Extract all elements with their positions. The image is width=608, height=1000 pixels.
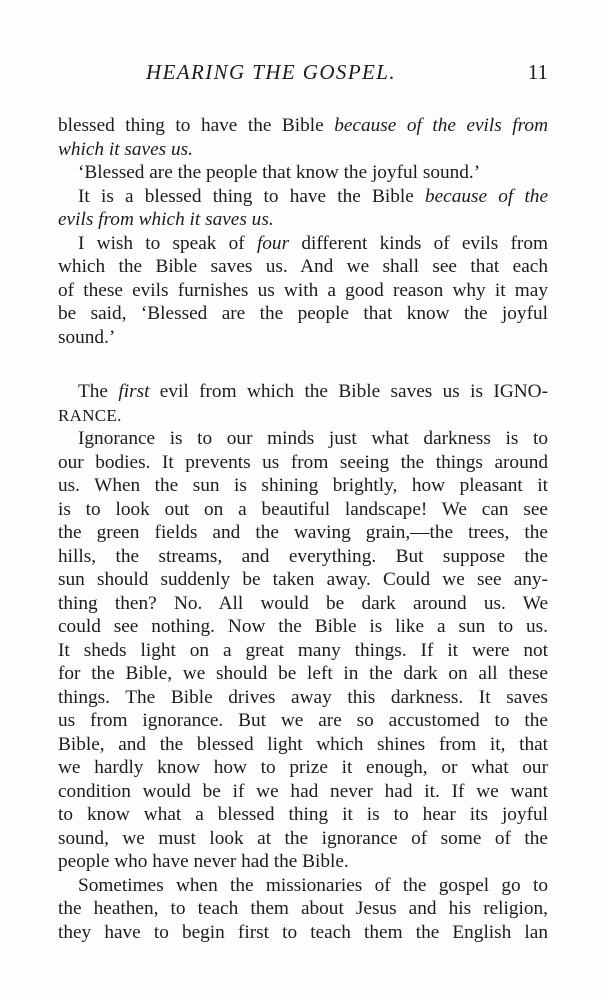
text-run: the heathen, to teach them about Jesus and his religion, [58,898,548,919]
text-line [58,709,548,733]
running-title: HEARING THE GOSPEL. [146,60,397,84]
text-run: Ignorance is to our minds just what darkness is to [78,428,548,449]
page-header [58,60,548,90]
text-run: they have to begin first to teach them the English lan [58,921,548,943]
text-run: Sometimes when the missionaries of the gospel go to [78,874,548,896]
text-run: blessed thing to have the Bible [58,115,335,136]
text-line [58,639,548,663]
text-run: It sheds light on a great many things. If it were not [58,639,548,661]
italic-text: four [256,232,290,254]
text-line [58,592,548,616]
text-line [58,803,548,827]
text-line [58,850,548,874]
text-line [58,662,548,686]
text-run: our bodies. It prevents us from seeing the things around [58,451,548,473]
text-run: different kinds of evils from [289,232,548,254]
text-line [58,474,548,498]
text-line [58,161,548,185]
text-line [58,208,548,232]
italic-text: because of the [424,185,549,207]
text-line [58,568,548,592]
text-line [58,733,548,757]
text-run: things. The Bible drives away this darkness. It saves [58,686,548,708]
body-text [58,114,548,944]
text-line [58,451,548,475]
text-run: is to look out on a beautiful landscape! We can see [58,498,548,520]
text-run: could see nothing. Now the Bible is like a sun to us. [58,616,548,637]
page-number: 11 [527,60,548,84]
text-line [58,326,548,350]
text-line [58,521,548,545]
text-run: condition would be if we had never had it. If we want [58,780,548,802]
text-line [58,302,548,326]
text-line [58,404,548,428]
text-line [58,874,548,898]
text-line [58,615,548,639]
text-run: to know what a blessed thing it is to hear its joyful [58,804,548,825]
text-line [58,897,548,921]
text-line [58,138,548,162]
text-line [58,427,548,451]
italic-text: which it saves us. [58,138,193,160]
text-line [58,780,548,804]
text-line [58,114,548,138]
text-line [58,756,548,780]
text-run: of these evils furnishes us with a good reason why it may [58,279,548,301]
text-line [58,232,548,256]
text-line [58,279,548,303]
text-run: sun should suddenly be taken away. Could we see any- [58,569,548,590]
text-run: The [78,381,119,402]
text-line [58,827,548,851]
text-run: ‘Blessed are the people that know the joyful sound.’ [78,162,481,183]
text-run: I wish to speak of [78,232,257,254]
text-run: thing then? No. All would be dark around us. We [58,592,548,614]
text-run: which the Bible saves us. And we shall see that each [58,256,548,277]
italic-text: first [118,381,150,402]
text-run: sound.’ [58,326,116,348]
text-run: we hardly know how to prize it enough, or what our [58,757,548,778]
text-line [58,545,548,569]
italic-text: because of the evils from [334,115,548,136]
text-run: the green fields and the waving grain,—the trees, the [58,522,548,543]
text-run: RANCE. [58,405,122,425]
text-run: hills, the streams, and everything. But suppose the [58,545,548,567]
text-run: for the Bible, we should be left in the dark on all these [58,663,548,684]
text-run: people who have never had the Bible. [58,851,349,872]
text-run: It is a blessed thing to have the Bible [78,185,425,207]
text-line [58,185,548,209]
text-line [58,498,548,522]
italic-text: evils from which it saves us. [58,209,274,230]
text-run: evil from which the Bible saves us is IGNO- [149,381,549,402]
paragraph-gap [58,349,548,380]
text-run: us. When the sun is shining brightly, how pleasant it [58,475,548,496]
text-run: be said, ‘Blessed are the people that know the joyful [58,303,548,324]
text-line [58,255,548,279]
text-run: us from ignorance. But we are so accustomed to the [58,710,548,731]
text-line [58,380,548,404]
text-line [58,921,548,945]
text-line [58,686,548,710]
text-run: sound, we must look at the ignorance of some of the [58,827,548,849]
text-run: Bible, and the blessed light which shines from it, that [58,733,548,755]
